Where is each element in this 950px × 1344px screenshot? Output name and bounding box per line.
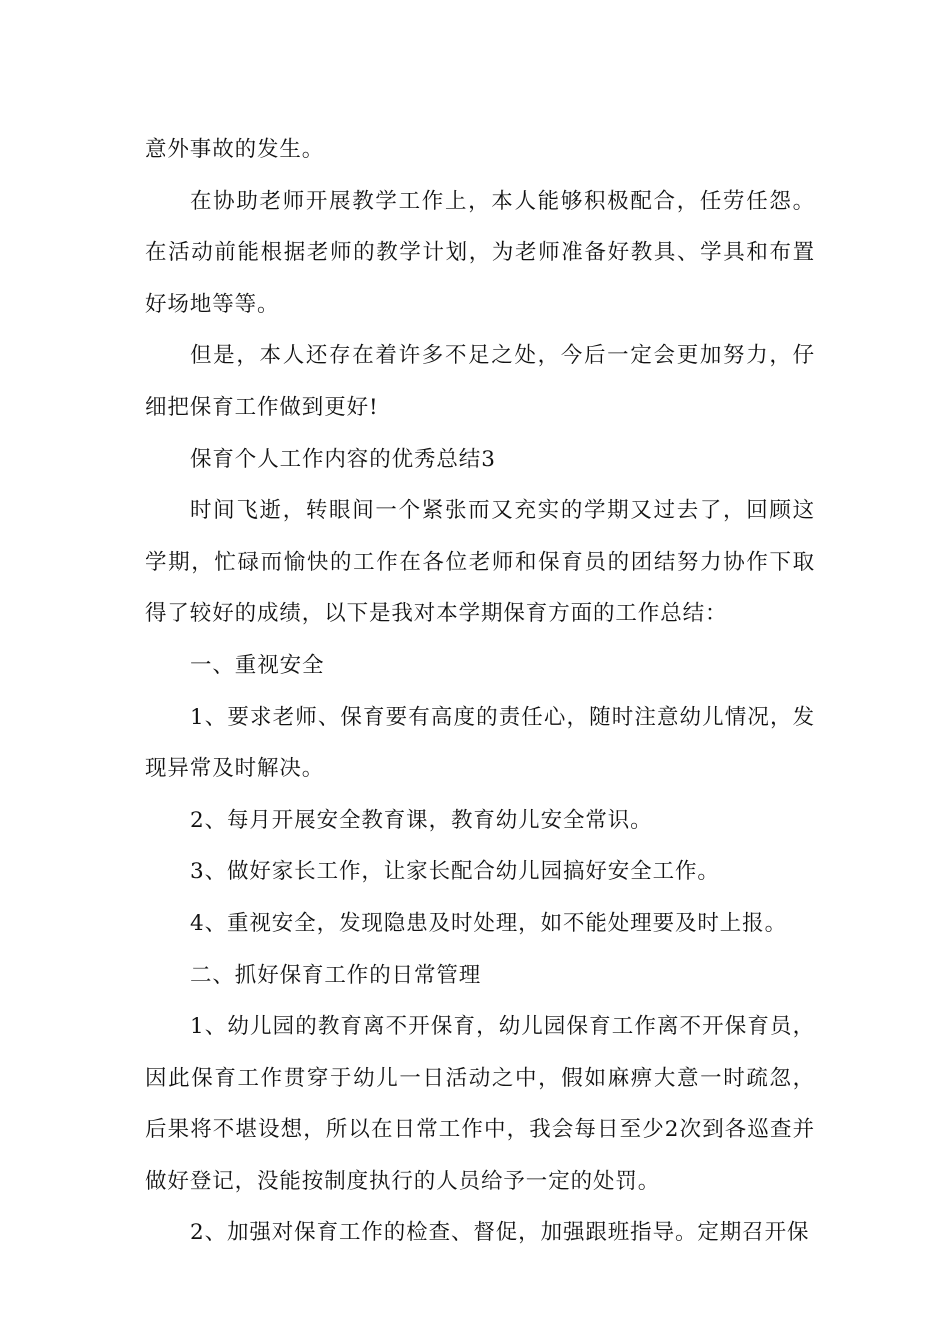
- paragraph-5: 时间飞逝，转眼间一个紧张而又充实的学期又过去了，回顾这学期，忙碌而愉快的工作在各位老师和保育员的团结努力协作下取得了较好的成绩，以下是我对本学期保育方面的工作总结：: [145, 498, 815, 627]
- paragraph-1: 意外事故的发生。: [145, 137, 325, 162]
- document-body: [145, 124, 815, 1259]
- list-item-3: 3、做好家长工作，让家长配合幼儿园搞好安全工作。: [190, 859, 720, 885]
- section-title: 保育个人工作内容的优秀总结3: [190, 446, 496, 472]
- list-item-2: 2、每月开展安全教育课，教育幼儿安全常识。: [190, 807, 653, 833]
- paragraph-2: 在协助老师开展教学工作上，本人能够积极配合，任劳任怨。在活动前能根据老师的教学计划，为老师准备好教具、学具和布置好场地等等。: [145, 188, 815, 317]
- list-item-6: 2、加强对保育工作的检查、督促，加强跟班指导。定期召开保: [190, 1220, 810, 1246]
- paragraph-3: 但是，本人还存在着许多不足之处，今后一定会更加努力，仔细把保育工作做到更好!: [145, 343, 815, 420]
- list-item-5: 1、幼儿园的教育离不开保育，幼儿园保育工作离不开保育员，因此保育工作贯穿于幼儿一日活动之中，假如麻痹大意一时疏忽，后果将不堪设想，所以在日常工作中，我会每日至少2次到各巡查并做好登记，没能按制度执行的人员给予一定的处罚。: [145, 1014, 815, 1194]
- list-item-4: 4、重视安全，发现隐患及时处理，如不能处理要及时上报。: [190, 910, 787, 936]
- heading-2: 二、抓好保育工作的日常管理: [190, 962, 482, 988]
- heading-1: 一、重视安全: [190, 652, 325, 678]
- list-item-1: 1、要求老师、保育要有高度的责任心，随时注意幼儿情况，发现异常及时解决。: [145, 704, 815, 782]
